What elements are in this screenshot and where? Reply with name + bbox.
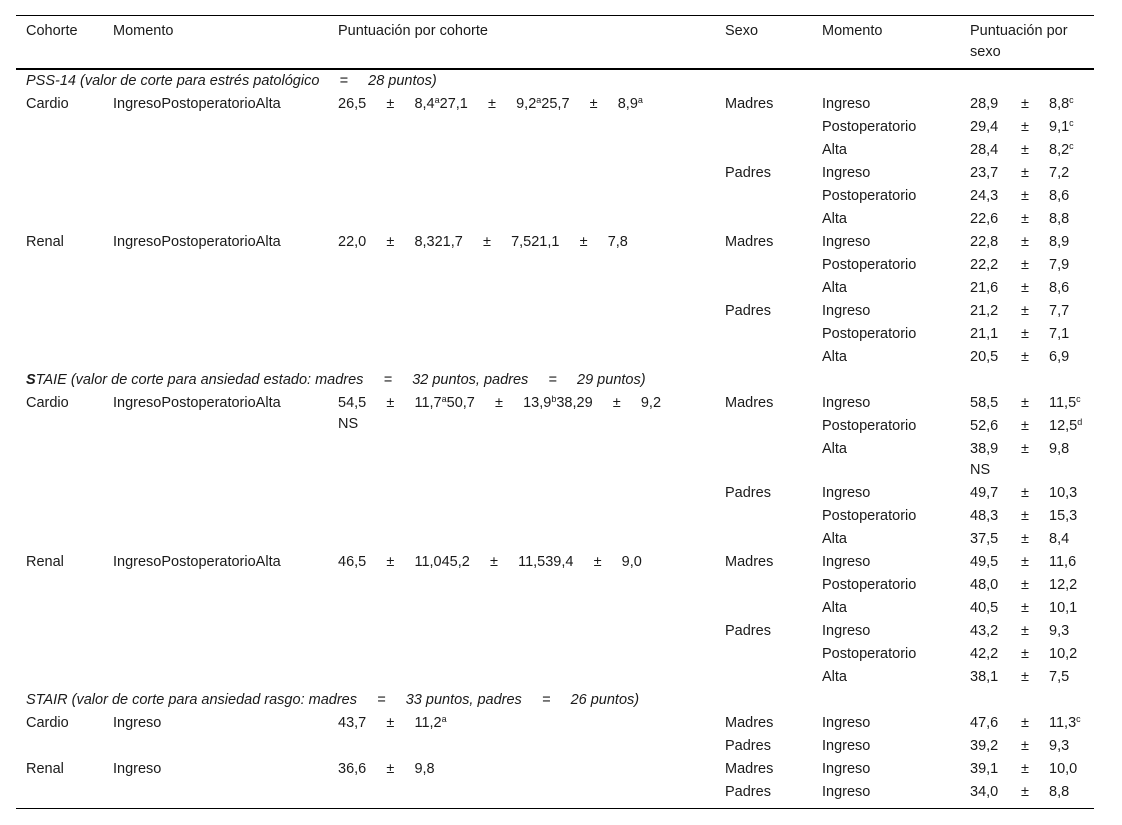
header-puntuacion-cohorte: Puntuación por cohorte bbox=[338, 23, 488, 39]
score-value: 46,5 ± 11,045,2 ± 11,539,4 ± 9,0 bbox=[338, 554, 642, 570]
sexo-cell: Madres bbox=[725, 234, 774, 250]
sd-text: 15,3 bbox=[1049, 508, 1078, 524]
section-staie bbox=[26, 371, 646, 389]
sd-value bbox=[1049, 737, 1069, 755]
score-value: 43,7 ± 11,2 bbox=[338, 715, 442, 731]
sd-value bbox=[1049, 141, 1074, 159]
plus-minus-sign: ± bbox=[1021, 508, 1029, 524]
plus-minus-sign: ± bbox=[1021, 303, 1029, 319]
sd-value bbox=[1049, 279, 1069, 297]
mean-value: 48,3 bbox=[970, 508, 999, 524]
plus-minus-sign: ± bbox=[1021, 485, 1029, 501]
plus-minus-sign: ± bbox=[1021, 669, 1029, 685]
plus-minus-sign: ± bbox=[1021, 715, 1029, 731]
momento-sexo-cell: Ingreso bbox=[822, 715, 871, 731]
sexo-cell: Padres bbox=[725, 738, 771, 754]
plus-minus-sign: ± bbox=[1021, 554, 1029, 570]
sd-text: 7,5 bbox=[1049, 669, 1070, 685]
plus-minus-sign: ± bbox=[1021, 188, 1029, 204]
significance-mark: c bbox=[1069, 95, 1074, 105]
momento-sexo-cell: Alta bbox=[822, 280, 847, 296]
significance-mark: b bbox=[551, 394, 557, 404]
mean-value: 48,0 bbox=[970, 577, 999, 593]
momento-sexo-cell: Ingreso bbox=[822, 623, 871, 639]
score-value: 22,0 ± 8,321,7 ± 7,521,1 ± 7,8 bbox=[338, 234, 628, 250]
sd-value bbox=[1049, 187, 1069, 205]
momento-sexo-cell: Alta bbox=[822, 531, 847, 547]
score-value: 54,5 ± 11,7 bbox=[338, 395, 442, 411]
sd-value bbox=[1049, 576, 1077, 594]
momento-sexo-cell: Ingreso bbox=[822, 738, 871, 754]
sd-text: 11,6 bbox=[1049, 554, 1077, 570]
mean-value: 39,1 bbox=[970, 761, 999, 777]
mean-value: 42,2 bbox=[970, 646, 999, 662]
plus-minus-sign: ± bbox=[1021, 349, 1029, 365]
momento-cell: Ingreso bbox=[113, 715, 162, 731]
sd-text: 8,6 bbox=[1049, 188, 1070, 204]
sexo-cell: Madres bbox=[725, 761, 774, 777]
sd-text: 8,2 bbox=[1049, 142, 1070, 158]
sd-text: 12,2 bbox=[1049, 577, 1078, 593]
plus-minus-sign: ± bbox=[1021, 646, 1029, 662]
sd-text: 9,1 bbox=[1049, 119, 1070, 135]
sexo-cell: Padres bbox=[725, 165, 771, 181]
sd-value bbox=[1049, 599, 1077, 617]
significance-mark: a bbox=[441, 714, 447, 724]
plus-minus-sign: ± bbox=[1021, 142, 1029, 158]
sd-text: 11,3 bbox=[1049, 715, 1077, 731]
sd-value bbox=[1049, 668, 1069, 686]
section-staie-bold: S bbox=[26, 372, 36, 388]
significance-mark: c bbox=[1076, 714, 1081, 724]
plus-minus-sign: ± bbox=[1021, 531, 1029, 547]
sd-text: 6,9 bbox=[1049, 349, 1070, 365]
sd-value bbox=[1049, 645, 1077, 663]
significance-mark: a bbox=[536, 95, 542, 105]
sd-text: 7,9 bbox=[1049, 257, 1070, 273]
sd-value bbox=[1049, 760, 1077, 778]
momento-sexo-cell: Alta bbox=[822, 669, 847, 685]
momento-sexo-cell: Postoperatorio bbox=[822, 646, 917, 662]
mean-value: 29,4 bbox=[970, 119, 999, 135]
momento-sexo-cell: Postoperatorio bbox=[822, 188, 917, 204]
plus-minus-sign: ± bbox=[1021, 280, 1029, 296]
sexo-cell: Padres bbox=[725, 485, 771, 501]
plus-minus-sign: ± bbox=[1021, 577, 1029, 593]
score-value: 36,6 ± 9,8 bbox=[338, 761, 435, 777]
sd-value bbox=[1049, 714, 1081, 732]
sexo-cell: Madres bbox=[725, 554, 774, 570]
sd-text: 8,6 bbox=[1049, 280, 1070, 296]
sd-text: 7,7 bbox=[1049, 303, 1070, 319]
plus-minus-sign: ± bbox=[1021, 211, 1029, 227]
plus-minus-sign: ± bbox=[1021, 234, 1029, 250]
momento-sexo-cell: Alta bbox=[822, 211, 847, 227]
momento-sexo-cell: Alta bbox=[822, 441, 847, 457]
sd-text: 8,9 bbox=[1049, 234, 1070, 250]
plus-minus-sign: ± bbox=[1021, 623, 1029, 639]
momento-sexo-cell: Alta bbox=[822, 600, 847, 616]
cohort-cell: Renal bbox=[26, 554, 64, 570]
cohort-score-cell bbox=[338, 394, 661, 412]
significance-mark: c bbox=[1076, 394, 1081, 404]
momento-sexo-cell: Postoperatorio bbox=[822, 257, 917, 273]
momento-sexo-cell: Postoperatorio bbox=[822, 577, 917, 593]
plus-minus-sign: ± bbox=[1021, 326, 1029, 342]
cohort-cell: Cardio bbox=[26, 715, 69, 731]
score-value: 50,7 ± 13,9 bbox=[446, 395, 552, 411]
cohort-score-cell bbox=[338, 233, 628, 251]
mean-value: 22,2 bbox=[970, 257, 999, 273]
cohort-cell: Cardio bbox=[26, 96, 69, 112]
header-puntuacion-sexo-2: sexo bbox=[970, 44, 1001, 60]
sd-value bbox=[1049, 164, 1069, 182]
plus-minus-sign: ± bbox=[1021, 784, 1029, 800]
momento-cell: IngresoPostoperatorioAlta bbox=[113, 234, 281, 250]
sexo-cell: Madres bbox=[725, 395, 774, 411]
plus-minus-sign: ± bbox=[1021, 738, 1029, 754]
cohort-score-cell bbox=[338, 760, 435, 778]
sd-text: 10,2 bbox=[1049, 646, 1078, 662]
momento-cell: IngresoPostoperatorioAlta bbox=[113, 96, 281, 112]
momento-sexo-cell: Alta bbox=[822, 349, 847, 365]
cohort-score-cell bbox=[338, 95, 643, 113]
momento-sexo-cell: Postoperatorio bbox=[822, 119, 917, 135]
sd-text: 8,8 bbox=[1049, 211, 1070, 227]
cohort-cell: Renal bbox=[26, 761, 64, 777]
cohort-cell: Renal bbox=[26, 234, 64, 250]
ns-label: NS bbox=[970, 462, 991, 478]
header-momento-sexo: Momento bbox=[822, 23, 883, 39]
sd-text: 8,4 bbox=[1049, 531, 1070, 547]
cohort-score-cell bbox=[338, 553, 642, 571]
sd-value bbox=[1049, 348, 1069, 366]
mean-value: 24,3 bbox=[970, 188, 999, 204]
cohort-score-cell bbox=[338, 714, 447, 732]
score-value: 27,1 ± 9,2 bbox=[439, 96, 537, 112]
ns-label: NS bbox=[338, 416, 359, 432]
sexo-cell: Padres bbox=[725, 303, 771, 319]
momento-sexo-cell: Ingreso bbox=[822, 784, 871, 800]
score-value: 25,7 ± 8,9 bbox=[541, 96, 638, 112]
mean-value: 21,1 bbox=[970, 326, 999, 342]
sexo-cell: Madres bbox=[725, 715, 774, 731]
sd-text: 8,8 bbox=[1049, 96, 1070, 112]
momento-sexo-cell: Postoperatorio bbox=[822, 418, 917, 434]
mean-value: 34,0 bbox=[970, 784, 999, 800]
momento-cell: Ingreso bbox=[113, 761, 162, 777]
sd-value bbox=[1049, 325, 1069, 343]
significance-mark: c bbox=[1069, 141, 1074, 151]
sd-value bbox=[1049, 440, 1069, 458]
sd-text: 9,3 bbox=[1049, 623, 1070, 639]
sd-value bbox=[1049, 233, 1069, 251]
plus-minus-sign: ± bbox=[1021, 165, 1029, 181]
sd-text: 8,8 bbox=[1049, 784, 1070, 800]
mean-value: 22,8 bbox=[970, 234, 999, 250]
header-puntuacion-sexo-1: Puntuación por bbox=[970, 23, 1068, 39]
plus-minus-sign: ± bbox=[1021, 395, 1029, 411]
mean-value: 37,5 bbox=[970, 531, 999, 547]
mean-value: 23,7 bbox=[970, 165, 999, 181]
plus-minus-sign: ± bbox=[1021, 441, 1029, 457]
momento-sexo-cell: Postoperatorio bbox=[822, 508, 917, 524]
momento-sexo-cell: Alta bbox=[822, 142, 847, 158]
mean-value: 39,2 bbox=[970, 738, 999, 754]
momento-sexo-cell: Ingreso bbox=[822, 485, 871, 501]
sexo-cell: Padres bbox=[725, 623, 771, 639]
momento-sexo-cell: Ingreso bbox=[822, 234, 871, 250]
significance-mark: a bbox=[637, 95, 643, 105]
sd-value bbox=[1049, 553, 1076, 571]
mean-value: 38,1 bbox=[970, 669, 999, 685]
significance-mark: a bbox=[434, 95, 440, 105]
mean-value: 43,2 bbox=[970, 623, 999, 639]
sd-value bbox=[1049, 507, 1077, 525]
mean-value: 22,6 bbox=[970, 211, 999, 227]
score-value: 38,29 ± 9,2 bbox=[556, 395, 662, 411]
mean-value: 21,6 bbox=[970, 280, 999, 296]
sd-value bbox=[1049, 302, 1069, 320]
sd-text: 11,5 bbox=[1049, 395, 1077, 411]
sd-value bbox=[1049, 394, 1081, 412]
plus-minus-sign: ± bbox=[1021, 96, 1029, 112]
momento-sexo-cell: Ingreso bbox=[822, 395, 871, 411]
momento-sexo-cell: Ingreso bbox=[822, 96, 871, 112]
table-top-rule bbox=[16, 15, 1094, 16]
momento-sexo-cell: Ingreso bbox=[822, 165, 871, 181]
mean-value: 28,4 bbox=[970, 142, 999, 158]
plus-minus-sign: ± bbox=[1021, 119, 1029, 135]
header-cohorte: Cohorte bbox=[26, 23, 78, 39]
sd-value bbox=[1049, 95, 1074, 113]
significance-mark: c bbox=[1069, 118, 1074, 128]
mean-value: 40,5 bbox=[970, 600, 999, 616]
momento-sexo-cell: Ingreso bbox=[822, 303, 871, 319]
momento-sexo-cell: Postoperatorio bbox=[822, 326, 917, 342]
mean-value: 58,5 bbox=[970, 395, 999, 411]
mean-value: 47,6 bbox=[970, 715, 999, 731]
sd-text: 12,5 bbox=[1049, 418, 1078, 434]
sd-value bbox=[1049, 118, 1074, 136]
sd-text: 10,1 bbox=[1049, 600, 1078, 616]
plus-minus-sign: ± bbox=[1021, 418, 1029, 434]
sd-text: 7,2 bbox=[1049, 165, 1070, 181]
sd-value bbox=[1049, 783, 1069, 801]
sd-value bbox=[1049, 256, 1069, 274]
header-sexo: Sexo bbox=[725, 23, 759, 39]
plus-minus-sign: ± bbox=[1021, 257, 1029, 273]
sd-text: 9,3 bbox=[1049, 738, 1070, 754]
sd-value bbox=[1049, 210, 1069, 228]
momento-cell: IngresoPostoperatorioAlta bbox=[113, 554, 281, 570]
momento-sexo-cell: Ingreso bbox=[822, 761, 871, 777]
score-value: 26,5 ± 8,4 bbox=[338, 96, 435, 112]
significance-mark: d bbox=[1077, 417, 1083, 427]
section-stair: STAIR (valor de corte para ansiedad rasgo: madres = 33 puntos, padres = 26 puntos) bbox=[26, 692, 640, 708]
table-bottom-rule bbox=[16, 808, 1094, 809]
momento-sexo-cell: Ingreso bbox=[822, 554, 871, 570]
mean-value: 38,9 bbox=[970, 441, 999, 457]
sd-value bbox=[1049, 417, 1082, 435]
sd-text: 7,1 bbox=[1049, 326, 1070, 342]
significance-mark: a bbox=[441, 394, 447, 404]
mean-value: 49,7 bbox=[970, 485, 999, 501]
mean-value: 49,5 bbox=[970, 554, 999, 570]
sd-text: 9,8 bbox=[1049, 441, 1070, 457]
header-rule bbox=[16, 68, 1094, 70]
header-momento: Momento bbox=[113, 23, 174, 39]
mean-value: 20,5 bbox=[970, 349, 999, 365]
sd-text: 10,3 bbox=[1049, 485, 1078, 501]
sd-value bbox=[1049, 622, 1069, 640]
cohort-cell: Cardio bbox=[26, 395, 69, 411]
mean-value: 28,9 bbox=[970, 96, 999, 112]
mean-value: 21,2 bbox=[970, 303, 999, 319]
plus-minus-sign: ± bbox=[1021, 761, 1029, 777]
sd-text: 10,0 bbox=[1049, 761, 1078, 777]
section-staie-text: TAIE (valor de corte para ansiedad estado: madres = 32 puntos, padres = 29 puntos) bbox=[35, 372, 646, 388]
section-pss14: PSS-14 (valor de corte para estrés patológico = 28 puntos) bbox=[26, 73, 437, 89]
plus-minus-sign: ± bbox=[1021, 600, 1029, 616]
sd-value bbox=[1049, 484, 1077, 502]
sd-value bbox=[1049, 530, 1069, 548]
sexo-cell: Padres bbox=[725, 784, 771, 800]
mean-value: 52,6 bbox=[970, 418, 999, 434]
sexo-cell: Madres bbox=[725, 96, 774, 112]
momento-cell: IngresoPostoperatorioAlta bbox=[113, 395, 281, 411]
